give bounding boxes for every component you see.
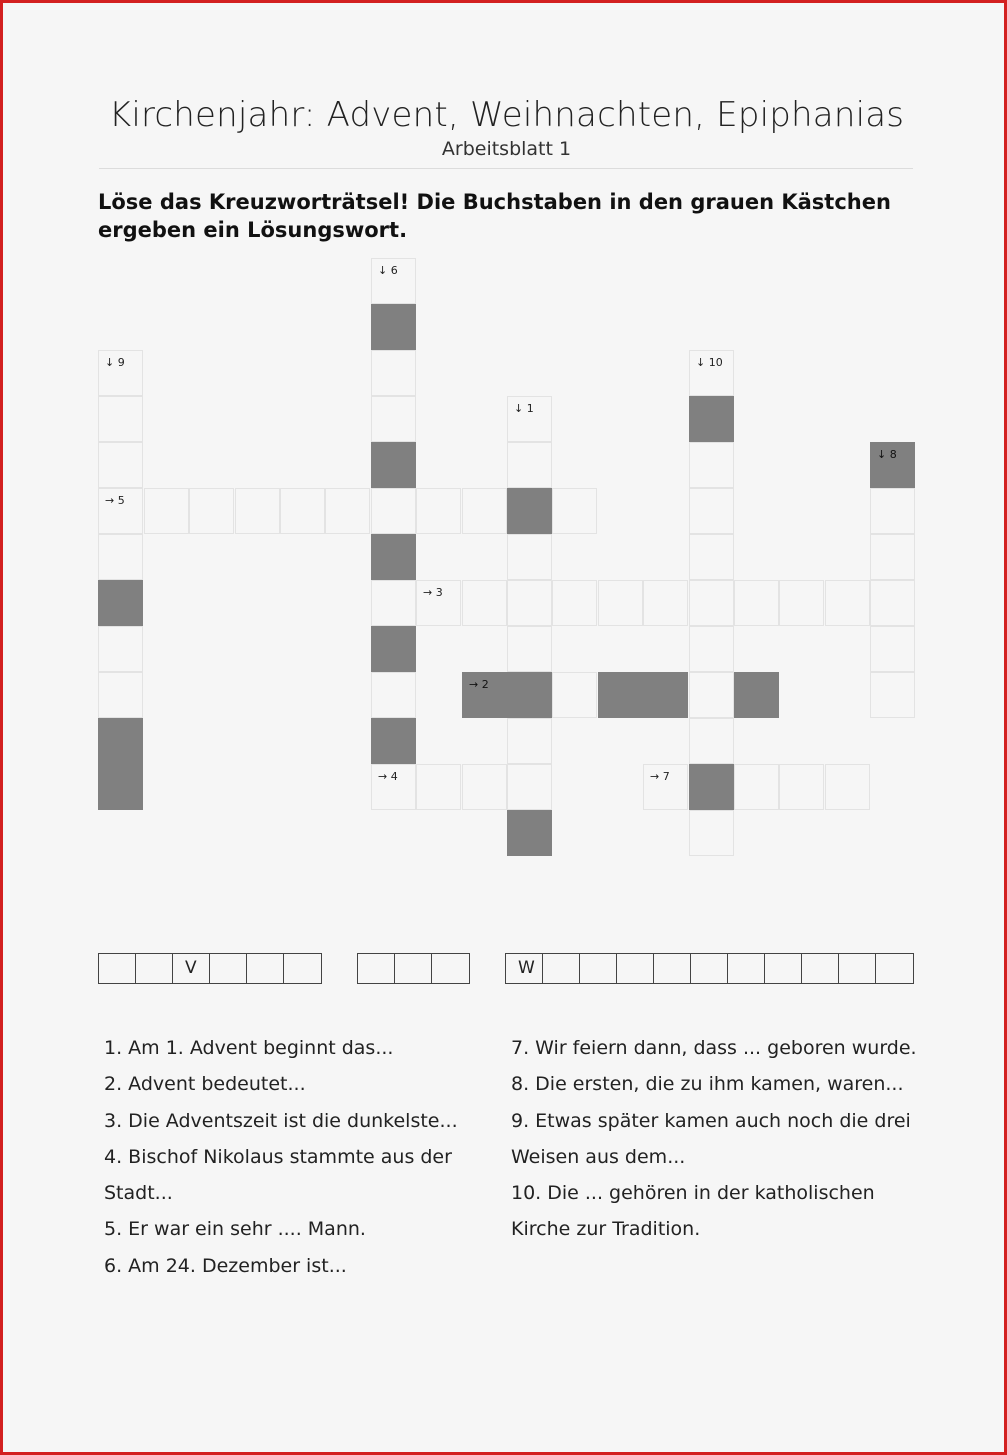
- solution-word-2: [357, 953, 470, 984]
- solution-letter-box[interactable]: [728, 954, 765, 983]
- clue-line: 5. Er war ein sehr .... Mann.: [104, 1218, 366, 1241]
- crossword-cell[interactable]: [507, 718, 552, 764]
- crossword-cell[interactable]: [371, 258, 416, 304]
- solution-letter-box[interactable]: [358, 954, 395, 983]
- clue-number-3: → 3: [423, 586, 443, 599]
- clue-number-7: → 7: [650, 770, 670, 783]
- crossword-cell[interactable]: [689, 580, 734, 626]
- solution-letter-box[interactable]: [617, 954, 654, 983]
- clue-line: Kirche zur Tradition.: [511, 1218, 701, 1241]
- crossword-cell[interactable]: [371, 442, 416, 488]
- crossword-cell[interactable]: [371, 534, 416, 580]
- crossword-cell[interactable]: [552, 672, 597, 718]
- crossword-cell[interactable]: [371, 580, 416, 626]
- crossword-cell[interactable]: [371, 718, 416, 764]
- solution-letter-box[interactable]: [432, 954, 469, 983]
- crossword-cell[interactable]: [371, 396, 416, 442]
- crossword-cell[interactable]: [598, 672, 643, 718]
- crossword-cell[interactable]: [689, 626, 734, 672]
- crossword-cell[interactable]: [189, 488, 234, 534]
- clue-number-9: ↓ 9: [105, 356, 125, 369]
- crossword-cell[interactable]: [98, 442, 143, 488]
- clue-line: 1. Am 1. Advent beginnt das...: [104, 1037, 394, 1059]
- crossword-cell[interactable]: [552, 580, 597, 626]
- crossword-cell[interactable]: [98, 350, 143, 396]
- solution-letter-box[interactable]: W: [506, 954, 543, 983]
- crossword-cell[interactable]: [507, 764, 552, 810]
- crossword-cell[interactable]: [462, 764, 507, 810]
- instruction-text: Löse das Kreuzworträtsel! Die Buchstaben in den grauen Kästchen ergeben ein Lösungswort.: [98, 190, 891, 242]
- crossword-cell[interactable]: [870, 672, 915, 718]
- crossword-cell[interactable]: [870, 534, 915, 580]
- crossword-cell[interactable]: [689, 534, 734, 580]
- crossword-cell[interactable]: [689, 350, 734, 396]
- solution-letter-box[interactable]: [247, 954, 284, 983]
- crossword-cell[interactable]: [689, 442, 734, 488]
- crossword-cell[interactable]: [416, 764, 461, 810]
- crossword-cell[interactable]: [689, 672, 734, 718]
- clue-list-right: [511, 1030, 931, 1248]
- clue-line: 4. Bischof Nikolaus stammte aus der: [104, 1145, 452, 1168]
- solution-letter-box[interactable]: [284, 954, 321, 983]
- crossword-cell[interactable]: [371, 488, 416, 534]
- crossword-cell[interactable]: [507, 534, 552, 580]
- clue-list-left: [104, 1030, 494, 1284]
- crossword-cell[interactable]: [643, 672, 688, 718]
- clue-line: 3. Die Adventszeit ist die dunkelste...: [104, 1109, 458, 1132]
- crossword-cell[interactable]: [689, 718, 734, 764]
- crossword-cell[interactable]: [552, 488, 597, 534]
- crossword-cell[interactable]: [98, 718, 143, 764]
- crossword-cell[interactable]: [870, 488, 915, 534]
- crossword-cell[interactable]: [462, 580, 507, 626]
- crossword-cell[interactable]: [870, 580, 915, 626]
- clue-line: 6. Am 24. Dezember ist...: [104, 1254, 347, 1277]
- crossword-cell[interactable]: [98, 672, 143, 718]
- crossword-cell[interactable]: [507, 580, 552, 626]
- crossword-cell[interactable]: [371, 304, 416, 350]
- clue-line: 2. Advent bedeutet...: [104, 1073, 306, 1096]
- solution-word-1: [98, 953, 322, 984]
- crossword-cell[interactable]: [462, 488, 507, 534]
- solution-letter-box[interactable]: V: [173, 954, 210, 983]
- page-subtitle: Arbeitsblatt 1: [441, 138, 572, 160]
- crossword-cell[interactable]: [779, 580, 824, 626]
- clue-number-6: ↓ 6: [378, 264, 398, 277]
- crossword-cell[interactable]: [325, 488, 370, 534]
- crossword-cell[interactable]: [870, 626, 915, 672]
- crossword-cell[interactable]: [779, 764, 824, 810]
- solution-letter-box[interactable]: [876, 954, 913, 983]
- crossword-cell[interactable]: [280, 488, 325, 534]
- crossword-cell[interactable]: [371, 764, 416, 810]
- solution-letter-box[interactable]: [802, 954, 839, 983]
- solution-letter-box[interactable]: [136, 954, 173, 983]
- crossword-cell[interactable]: [643, 580, 688, 626]
- solution-letter-box[interactable]: [580, 954, 617, 983]
- crossword-cell[interactable]: [689, 764, 734, 810]
- crossword-cell[interactable]: [825, 764, 870, 810]
- crossword-cell[interactable]: [734, 672, 779, 718]
- clue-number-8: ↓ 8: [877, 448, 897, 461]
- crossword-cell[interactable]: [507, 626, 552, 672]
- solution-letter-box[interactable]: [210, 954, 247, 983]
- crossword-cell[interactable]: [371, 672, 416, 718]
- crossword-cell[interactable]: [98, 534, 143, 580]
- crossword-cell[interactable]: [98, 626, 143, 672]
- crossword-cell[interactable]: [416, 580, 461, 626]
- crossword-cell[interactable]: [98, 488, 143, 534]
- solution-letter-box[interactable]: [395, 954, 432, 983]
- crossword-cell[interactable]: [734, 764, 779, 810]
- solution-letter-box[interactable]: [691, 954, 728, 983]
- clue-line: Stadt...: [104, 1182, 173, 1205]
- clue-line: Weisen aus dem...: [511, 1145, 686, 1168]
- clue-number-10: ↓ 10: [696, 356, 723, 369]
- crossword-cell[interactable]: [507, 672, 552, 718]
- clue-line: 7. Wir feiern dann, dass ... geboren wurde.: [511, 1037, 917, 1059]
- clue-number-2: → 2: [469, 678, 489, 691]
- solution-letter-box[interactable]: [765, 954, 802, 983]
- clue-number-5: → 5: [105, 494, 125, 507]
- crossword-cell[interactable]: [507, 488, 552, 534]
- clue-number-4: → 4: [378, 770, 398, 783]
- crossword-cell[interactable]: [598, 580, 643, 626]
- crossword-cell[interactable]: [462, 672, 507, 718]
- crossword-cell[interactable]: [870, 442, 915, 488]
- crossword-cell[interactable]: [507, 442, 552, 488]
- clue-line: 10. Die ... gehören in der katholischen: [511, 1182, 875, 1205]
- crossword-cell[interactable]: [235, 488, 280, 534]
- crossword-cell[interactable]: [98, 580, 143, 626]
- solution-letter-box[interactable]: [543, 954, 580, 983]
- crossword-cell[interactable]: [507, 396, 552, 442]
- clue-number-1: ↓ 1: [514, 402, 534, 415]
- crossword-cell[interactable]: [98, 764, 143, 810]
- crossword-cell[interactable]: [144, 488, 189, 534]
- page-title: Kirchenjahr: Advent, Weihnachten, Epiphanias: [108, 95, 905, 135]
- crossword-cell[interactable]: [507, 810, 552, 856]
- crossword-cell[interactable]: [734, 580, 779, 626]
- crossword-cell[interactable]: [643, 764, 688, 810]
- crossword-cell[interactable]: [416, 488, 461, 534]
- crossword-cell[interactable]: [689, 396, 734, 442]
- crossword-cell[interactable]: [98, 396, 143, 442]
- solution-letter-box[interactable]: [654, 954, 691, 983]
- solution-letter-box[interactable]: [839, 954, 876, 983]
- crossword-cell[interactable]: [371, 626, 416, 672]
- crossword-cell[interactable]: [689, 810, 734, 856]
- crossword-cell[interactable]: [371, 350, 416, 396]
- crossword-cell[interactable]: [689, 488, 734, 534]
- divider: [99, 168, 913, 169]
- solution-word-3: [505, 953, 914, 984]
- clue-line: 8. Die ersten, die zu ihm kamen, waren...: [511, 1073, 904, 1096]
- clue-line: 9. Etwas später kamen auch noch die drei: [511, 1109, 911, 1132]
- crossword-cell[interactable]: [825, 580, 870, 626]
- solution-letter-box[interactable]: [99, 954, 136, 983]
